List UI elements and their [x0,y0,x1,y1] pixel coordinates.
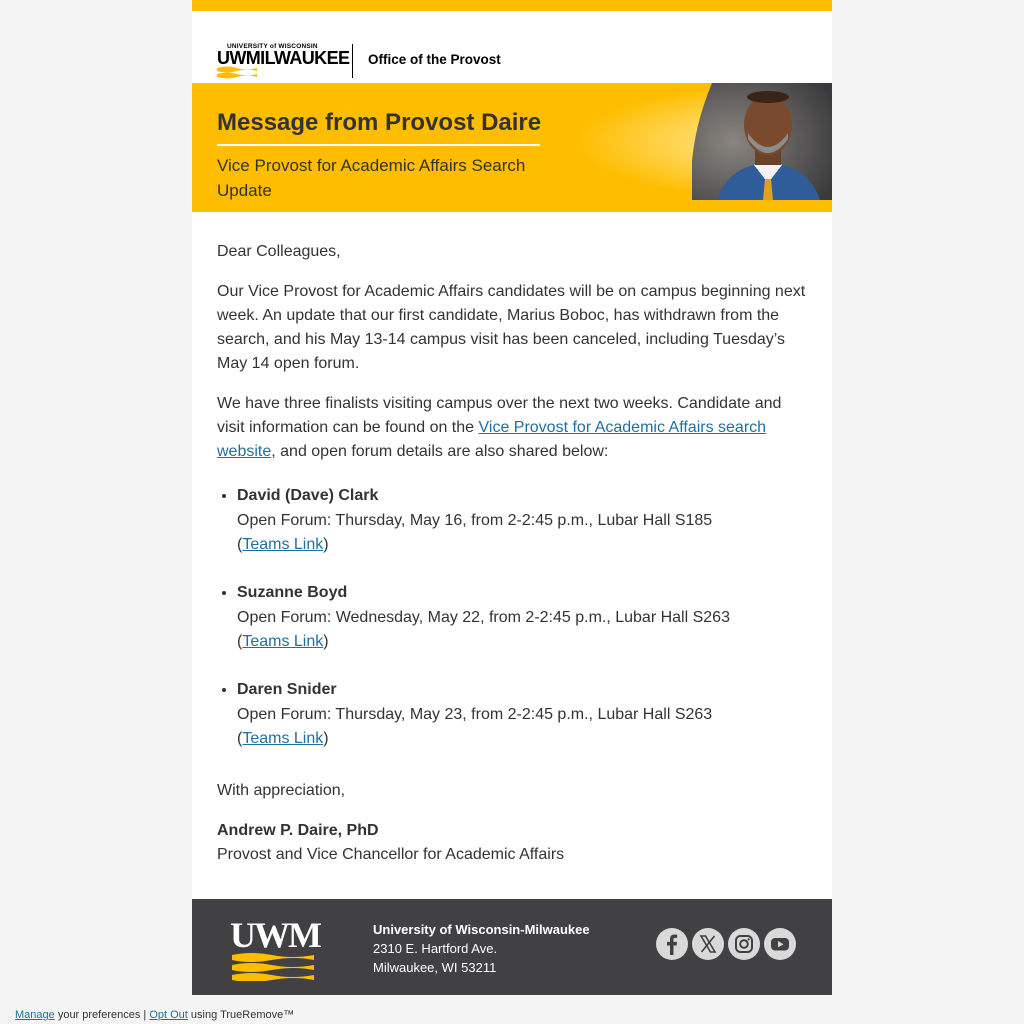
candidate-name: • David (Dave) Clark [237,487,379,504]
instagram-icon[interactable] [728,928,760,960]
footer-address-line1: 2310 E. Hartford Ave. [373,941,498,956]
logo-waves-icon [217,65,257,79]
teams-link[interactable]: Teams Link [242,536,324,553]
candidate-name: • Daren Snider [237,681,337,698]
manage-preferences-link[interactable]: Manage [15,1009,55,1021]
email-header [192,11,832,83]
paragraph-finalists [217,392,807,464]
hero-banner [192,83,832,212]
candidate-forum: Open Forum: Wednesday, May 22, from 2-2:45 p.m., Lubar Hall S263 [237,609,730,626]
greeting: Dear Colleagues, [217,243,341,260]
office-title: Office of the Provost [368,52,501,67]
candidate-name: • Suzanne Boyd [237,584,348,601]
list-item: • Suzanne Boyd Open Forum: Wednesday, May 22, from 2-2:45 p.m., Lubar Hall S263 (Teams Link) [237,581,807,654]
footer-address-line2: Milwaukee, WI 53211 [373,960,497,975]
email-footer [192,899,832,995]
footer-uwm-logo[interactable] [230,915,320,981]
list-item: • Daren Snider Open Forum: Thursday, May 23, from 2-2:45 p.m., Lubar Hall S263 (Teams Link) [237,678,807,751]
logo-big-text: UWMILWAUKEE [217,48,350,68]
email-container [192,0,832,1024]
paragraph-finalists-text: We have three finalists visiting campus over the next two weeks. Candidate and visit information can be found on the [217,395,782,436]
teams-link[interactable]: Teams Link [242,633,324,650]
logo-small-text: UNIVERSITY of WISCONSIN [227,43,318,50]
social-links [656,928,796,960]
banner-title: Message from Provost Daire [217,109,542,136]
signer-name: Andrew P. Daire, PhD [217,822,379,839]
paragraph-withdrawal: Our Vice Provost for Academic Affairs candidates will be on campus beginning next week. An update that our first candidate, Marius Boboc, has withdrawn from the search, and his May 13-14 campus visit has been canceled, including Tuesday’s May 14 open forum. [217,283,806,372]
paragraph-finalists-tail: , and open forum details are also shared below: [271,443,609,460]
candidate-list [217,484,807,751]
header-divider [352,44,353,78]
preferences-text: your preferences | [54,1009,150,1021]
preferences-bar [15,1009,294,1021]
banner-subtitle: Vice Provost for Academic Affairs Search Update [217,156,526,200]
x-icon[interactable] [692,928,724,960]
closing: With appreciation, [217,782,346,799]
uwm-logo[interactable] [217,43,350,79]
candidate-forum: Open Forum: Thursday, May 23, from 2-2:45 p.m., Lubar Hall S263 [237,706,713,723]
provost-portrait-image [692,83,832,200]
list-item: • David (Dave) Clark Open Forum: Thursday, May 16, from 2-2:45 p.m., Lubar Hall S185 (Teams Link) [237,484,807,557]
trueremove-text: using TrueRemove™ [187,1009,295,1021]
footer-logo-text: UWM [230,915,320,955]
footer-university: University of Wisconsin-Milwaukee [373,922,590,937]
teams-link[interactable]: Teams Link [242,730,324,747]
opt-out-link[interactable]: Opt Out [149,1009,188,1021]
top-accent-bar [192,0,832,11]
youtube-icon[interactable] [764,928,796,960]
banner-underline [217,144,540,146]
candidate-forum: Open Forum: Thursday, May 16, from 2-2:45 p.m., Lubar Hall S185 [237,512,713,529]
email-body [192,212,832,899]
footer-logo-waves-icon [230,951,316,981]
facebook-icon[interactable] [656,928,688,960]
search-website-link[interactable]: Vice Provost for Academic Affairs search website [217,419,767,460]
signer-title: Provost and Vice Chancellor for Academic Affairs [217,846,565,863]
footer-address [373,920,590,977]
